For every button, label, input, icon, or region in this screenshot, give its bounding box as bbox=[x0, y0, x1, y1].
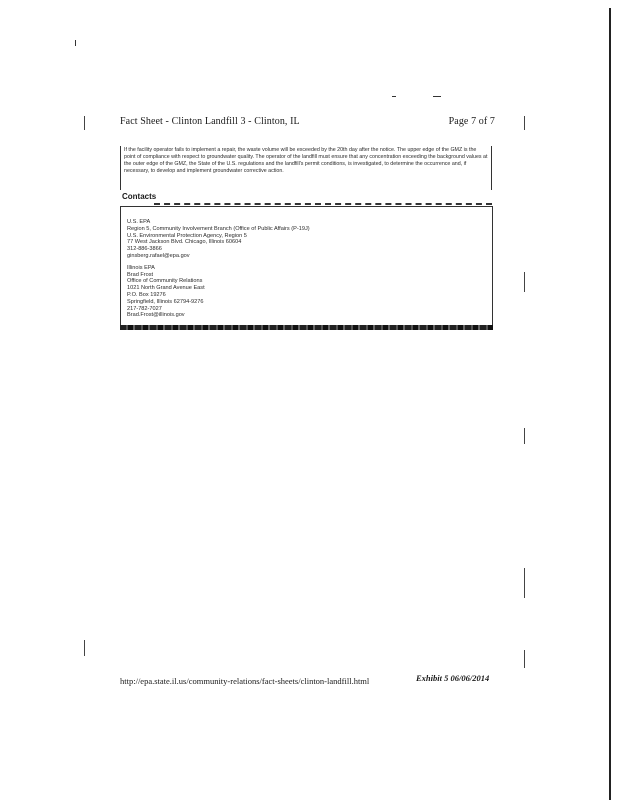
scan-edge-line bbox=[609, 8, 611, 800]
contact-line: Illinois EPA bbox=[127, 264, 155, 271]
margin-mark bbox=[524, 116, 525, 130]
scan-speck bbox=[75, 40, 76, 46]
contacts-box bbox=[120, 206, 493, 326]
section-divider bbox=[154, 203, 492, 205]
contact-line: Springfield, Illinois 62794-9276 bbox=[127, 298, 204, 305]
contact-line: 312-886-3866 bbox=[127, 246, 162, 253]
contact-line: Brad Frost bbox=[127, 271, 154, 278]
margin-mark bbox=[84, 640, 85, 656]
contact-line: 1021 North Grand Avenue East bbox=[127, 285, 205, 292]
margin-mark bbox=[524, 650, 525, 668]
page-header bbox=[120, 116, 495, 130]
contact-block-us-epa bbox=[127, 219, 486, 260]
intro-paragraph: If the facility operator fails to implement a repair, the waste volume will be exceeded by the 20th day after the notice. The upper edge of the GMZ is the point of compliance with respect to groundwater quality. The operator of the landfill must ensure that any concentration exceeding the background values at the outer edge of the GMZ, the State of the U.S. regulations and the landfill's permit conditions, is investigated, to determine the occurrence and, if necessary, to develop and implement groundwater corrective action. bbox=[120, 146, 492, 190]
exhibit-stamp: Exhibit 5 06/06/2014 bbox=[416, 673, 490, 683]
scan-speck bbox=[392, 96, 396, 97]
scan-speck bbox=[433, 96, 441, 97]
page-number: Page 7 of 7 bbox=[448, 116, 495, 127]
contact-line: 77 West Jackson Blvd. Chicago, Illinois 60604 bbox=[127, 239, 242, 246]
contacts-heading: Contacts bbox=[122, 192, 157, 201]
margin-mark bbox=[524, 428, 525, 444]
contact-line: 217-782-7027 bbox=[127, 305, 162, 312]
contact-line: U.S. Environmental Protection Agency, Region 5 bbox=[127, 232, 247, 239]
contact-email[interactable]: ginsberg.rafael@epa.gov bbox=[127, 252, 190, 259]
box-bottom-border bbox=[120, 325, 493, 330]
contact-line: U.S. EPA bbox=[127, 219, 151, 225]
margin-mark bbox=[84, 116, 85, 130]
contact-block-illinois-epa bbox=[127, 265, 486, 319]
contact-line: Office of Community Relations bbox=[127, 278, 203, 285]
contact-line: P.O. Box 19276 bbox=[127, 291, 166, 298]
document-title: Fact Sheet - Clinton Landfill 3 - Clinton, IL bbox=[120, 116, 300, 127]
margin-mark bbox=[524, 272, 525, 292]
contact-email[interactable]: Brad.Frost@illinois.gov bbox=[127, 312, 185, 319]
margin-mark bbox=[524, 568, 525, 598]
footer-url[interactable]: http://epa.state.il.us/community-relations/fact-sheets/clinton-landfill.html bbox=[120, 676, 370, 686]
contact-line: Region 5, Community Involvement Branch (Office of Public Affairs (P-19J) bbox=[127, 225, 310, 232]
